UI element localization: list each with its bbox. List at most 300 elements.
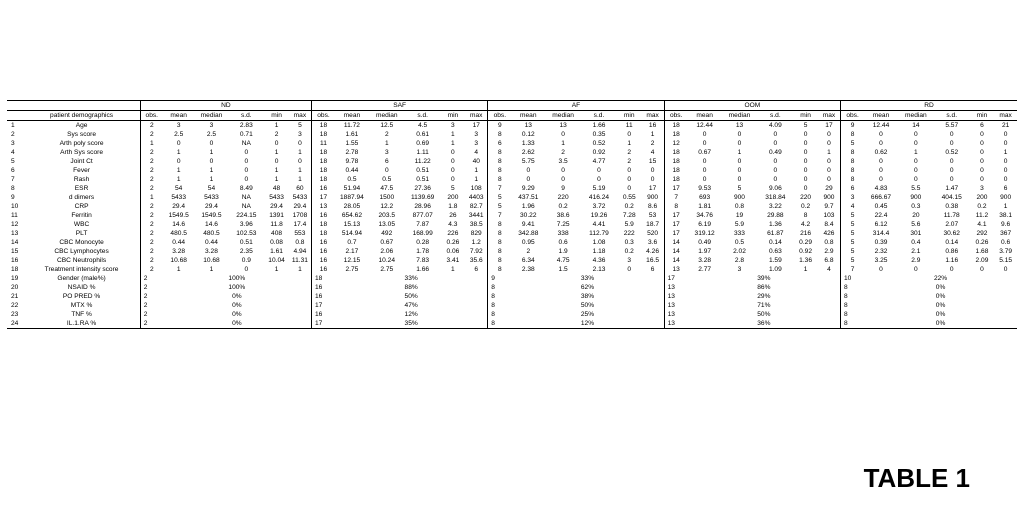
stat-cell: 1	[1003, 203, 1008, 210]
obs-cell: 18	[311, 274, 335, 283]
stat-cell: 3	[176, 122, 181, 129]
stat-cell: 2.8	[734, 257, 745, 264]
stat-cell: 226	[447, 230, 459, 237]
stat-cell: 8	[841, 157, 865, 166]
stat-cell: 0	[949, 167, 954, 174]
row-label: Treatment intensity score	[44, 266, 119, 273]
stat-cell: 17	[664, 220, 688, 229]
stat-header-row	[7, 111, 1017, 121]
stat-cell: 8	[488, 220, 512, 229]
stat-cell: 16	[311, 184, 335, 193]
stat-cell: 0	[627, 167, 632, 174]
stat-cell: 27.36	[414, 185, 431, 192]
stat-cell: 8	[488, 166, 512, 175]
stat-cell: 0	[244, 149, 249, 156]
stat-cell: 0	[773, 131, 778, 138]
stat-cell: 1	[451, 266, 455, 273]
stat-cell: 2	[140, 175, 163, 184]
stat-cell: 11.22	[414, 158, 431, 165]
stat-cell: 18.7	[646, 221, 659, 228]
stat-cell: 0	[803, 131, 808, 138]
row-label: Ferritin	[71, 212, 92, 219]
stat-cell: 4.83	[874, 185, 888, 192]
stat-header-mean-af: mean	[511, 111, 545, 121]
stat-cell: 1	[474, 167, 479, 174]
obs-cell: 8	[841, 310, 865, 319]
stat-cell: 224.15	[236, 212, 257, 219]
stat-cell: 0	[803, 176, 808, 183]
stat-cell: 1	[737, 149, 742, 156]
stat-cell: 0.8	[824, 239, 834, 246]
stat-cell: 3.28	[172, 248, 186, 255]
stat-cell: 12.44	[696, 122, 713, 129]
stat-header-max-saf: max	[465, 111, 488, 121]
table-row	[7, 130, 1017, 139]
stat-cell: 0	[451, 167, 455, 174]
stat-cell: 2	[140, 220, 163, 229]
stat-cell: 0	[914, 158, 918, 165]
stat-cell: 314.4	[872, 230, 890, 237]
stat-cell: 2.77	[698, 266, 712, 273]
stat-cell: 6	[474, 266, 479, 273]
stat-cell: 1.33	[521, 140, 535, 147]
stat-cell: 1.16	[945, 257, 959, 264]
stat-cell: 8.4	[824, 221, 834, 228]
obs-cell: 16	[311, 292, 335, 301]
stat-cell: 17	[664, 229, 688, 238]
stat-cell: 5	[841, 247, 865, 256]
percent-cell: 33%	[404, 275, 418, 282]
stat-cell: 1.18	[592, 248, 606, 255]
stat-cell: 3	[384, 149, 389, 156]
stat-cell: 0.61	[416, 131, 430, 138]
stat-cell: 1887.94	[340, 194, 364, 201]
stat-cell: 0.06	[446, 248, 460, 255]
stat-cell: 10.68	[170, 257, 187, 264]
stat-cell: 0	[914, 176, 918, 183]
stat-cell: 0	[702, 176, 707, 183]
stat-cell: 0	[298, 140, 302, 147]
stat-cell: 0	[650, 167, 655, 174]
stat-cell: 0	[827, 176, 831, 183]
stat-cell: 3.28	[205, 248, 218, 255]
stat-cell: 0.51	[239, 239, 253, 246]
obs-cell: 8	[488, 301, 512, 310]
obs-cell: 13	[664, 301, 688, 310]
stat-cell: 112.79	[589, 230, 609, 237]
stat-cell: 0	[650, 176, 655, 183]
stat-cell: 0.71	[239, 131, 253, 138]
stat-cell: 3	[451, 122, 455, 129]
stat-cell: 1.59	[768, 257, 782, 264]
stat-header-median-saf: median	[369, 111, 405, 121]
stat-cell: 0.2	[624, 203, 634, 210]
stat-cell: 0	[244, 176, 249, 183]
stat-cell: 0	[627, 176, 632, 183]
stat-cell: 1.78	[416, 248, 430, 255]
table-row	[7, 157, 1017, 166]
stat-header-mean-saf: mean	[335, 111, 369, 121]
stat-cell: 900	[1000, 194, 1012, 201]
table-row-percent	[7, 301, 1017, 310]
stat-cell: 2	[274, 131, 279, 138]
obs-cell: 8	[841, 283, 865, 292]
stat-cell: 28.96	[414, 203, 431, 210]
stat-cell: 1	[384, 140, 389, 147]
stat-cell: 2.17	[345, 248, 359, 255]
stat-cell: 28.05	[343, 203, 361, 210]
stat-cell: 1	[561, 140, 565, 147]
stat-cell: 29.88	[767, 212, 784, 219]
stat-cell: 1	[827, 149, 831, 156]
stat-cell: 8	[841, 166, 865, 175]
stat-cell: 0	[176, 158, 181, 165]
stat-cell: 11.31	[291, 257, 308, 264]
stat-cell: 0.6	[558, 239, 568, 246]
stat-cell: 47.5	[380, 185, 394, 192]
stat-cell: 0	[1003, 131, 1008, 138]
percent-cell: 71%	[757, 302, 771, 309]
stat-cell: 2.13	[592, 266, 606, 273]
stat-cell: 6	[384, 158, 389, 165]
stat-cell: 200	[447, 194, 459, 201]
stat-cell: 9.29	[521, 185, 535, 192]
stat-header-sd-rd: s.d.	[934, 111, 970, 121]
stat-cell: 3.41	[446, 257, 460, 264]
stat-cell: 30.22	[520, 212, 537, 219]
table-row	[7, 121, 1017, 131]
stat-cell: 216	[800, 230, 812, 237]
stat-cell: 4.77	[592, 158, 606, 165]
stat-cell: 1	[176, 167, 181, 174]
stat-cell: 0	[737, 167, 742, 174]
stat-cell: 319.12	[694, 230, 715, 237]
stat-header-max-rd: max	[994, 111, 1017, 121]
stat-cell: 0	[879, 158, 883, 165]
stat-header-mean-nd: mean	[163, 111, 195, 121]
stat-cell: 1.36	[768, 221, 782, 228]
stat-cell: 1708	[292, 212, 308, 219]
stat-cell: 168.99	[412, 230, 433, 237]
stat-cell: 11	[625, 122, 633, 129]
stat-cell: 1.66	[416, 266, 430, 273]
stat-cell: 29.4	[205, 203, 218, 210]
table-body	[7, 121, 1017, 329]
stat-header-median-rd: median	[898, 111, 934, 121]
stat-cell: 0	[803, 140, 808, 147]
stat-cell: 0.26	[446, 239, 460, 246]
stat-cell: 0	[879, 266, 883, 273]
stat-cell: 0	[827, 158, 831, 165]
stat-cell: 1	[298, 266, 302, 273]
stat-cell: 5	[803, 122, 808, 129]
stat-cell: 0.38	[945, 203, 959, 210]
stat-cell: 404.15	[941, 194, 962, 201]
stat-cell: 2.35	[239, 248, 253, 255]
stat-header-obs-saf: obs.	[311, 111, 335, 121]
stat-cell: 416.24	[588, 194, 610, 201]
stat-cell: 553	[294, 230, 306, 237]
stat-cell: 480.5	[203, 230, 220, 237]
stat-cell: 2.38	[521, 266, 535, 273]
obs-cell: 2	[140, 283, 163, 292]
obs-cell: 8	[488, 319, 512, 329]
stat-cell: 30.62	[943, 230, 960, 237]
stat-cell: 5	[841, 139, 865, 148]
stat-cell: 18	[664, 175, 688, 184]
stat-cell: 19.26	[590, 212, 608, 219]
stat-cell: NA	[241, 194, 251, 201]
stat-cell: 0.45	[874, 203, 888, 210]
stat-cell: 18	[664, 166, 688, 175]
stat-cell: 8	[488, 265, 512, 274]
stat-cell: 15	[648, 158, 657, 165]
stat-cell: 333	[733, 230, 745, 237]
stat-cell: 1.96	[521, 203, 535, 210]
stat-cell: 1	[803, 266, 808, 273]
obs-cell: 8	[841, 292, 865, 301]
stat-cell: 2	[140, 265, 163, 274]
table-row-percent	[7, 292, 1017, 301]
stat-cell: 3	[298, 131, 302, 138]
stat-header-min-saf: min	[441, 111, 466, 121]
obs-cell: 17	[664, 274, 688, 283]
percent-cell: 50%	[757, 311, 771, 318]
stat-cell: 0	[949, 176, 954, 183]
stat-cell: 426	[823, 230, 835, 237]
obs-cell: 13	[664, 283, 688, 292]
table-row	[7, 139, 1017, 148]
stat-cell: 2.32	[874, 248, 888, 255]
row-label: Fever	[73, 167, 90, 174]
stat-cell: 8.6	[648, 203, 658, 210]
stat-cell: 8.49	[239, 185, 253, 192]
stat-cell: 2	[627, 158, 632, 165]
patient-demographics-header: patient demographics	[23, 111, 140, 121]
stat-cell: 17	[664, 184, 688, 193]
stat-cell: 13.05	[378, 221, 396, 228]
table-caption: TABLE 1	[863, 463, 970, 493]
stat-cell: 0	[827, 140, 831, 147]
row-label: Joint Ct	[70, 158, 93, 165]
row-number: 13	[11, 230, 19, 237]
obs-cell: 2	[140, 310, 163, 319]
stat-cell: 53	[648, 212, 657, 219]
table-row	[7, 265, 1017, 274]
row-number: 22	[11, 302, 19, 309]
stat-cell: 34.76	[696, 212, 713, 219]
stat-cell: 0	[451, 176, 455, 183]
stat-cell: 0	[827, 167, 831, 174]
stat-cell: 5	[841, 256, 865, 265]
stat-cell: 9.06	[768, 185, 782, 192]
stat-cell: 14	[664, 256, 688, 265]
stat-cell: 18	[311, 130, 335, 139]
stat-cell: 1.08	[592, 239, 606, 246]
stat-cell: 2	[140, 157, 163, 166]
table-row	[7, 175, 1017, 184]
stat-cell: 6	[980, 122, 984, 129]
demographics-table	[7, 100, 1017, 329]
stat-cell: 11	[311, 139, 335, 148]
stat-cell: 0	[980, 131, 984, 138]
stat-header-mean-rd: mean	[864, 111, 898, 121]
stat-cell: 2	[140, 166, 163, 175]
stat-cell: 0	[1003, 266, 1008, 273]
percent-cell: 0%	[232, 293, 242, 300]
stat-header-sd-nd: s.d.	[228, 111, 264, 121]
percent-cell: 0%	[935, 311, 946, 318]
stat-cell: 1139.69	[410, 194, 435, 201]
row-number-header-blank	[7, 111, 23, 121]
stat-cell: 0	[773, 167, 778, 174]
stat-cell: 3	[841, 193, 865, 202]
stat-cell: 12.44	[872, 122, 890, 129]
stat-cell: 0.44	[205, 239, 218, 246]
stat-cell: 1	[140, 193, 163, 202]
stat-header-mean-oom: mean	[688, 111, 722, 121]
stat-cell: 7.83	[416, 257, 430, 264]
stat-cell: 6	[488, 139, 512, 148]
row-label: CRP	[74, 203, 89, 210]
stat-cell: 0	[209, 140, 214, 147]
group-header-oom: OOM	[664, 101, 840, 111]
stat-cell: 5.75	[521, 158, 535, 165]
stat-cell: 203.5	[378, 212, 396, 219]
stat-cell: 1	[474, 176, 479, 183]
stat-cell: 5433	[269, 194, 284, 201]
stat-cell: 0.35	[592, 131, 606, 138]
stat-cell: 1	[274, 149, 279, 156]
row-number: 15	[11, 248, 19, 255]
stat-cell: 7.92	[469, 248, 483, 255]
stat-cell: 900	[733, 194, 745, 201]
row-label: Sys score	[67, 131, 97, 138]
stat-cell: 5433	[171, 194, 187, 201]
obs-cell: 2	[140, 292, 163, 301]
stat-header-min-nd: min	[264, 111, 289, 121]
stat-cell: 1	[209, 176, 214, 183]
stat-cell: 0	[879, 167, 883, 174]
stat-cell: 338	[557, 230, 569, 237]
stat-cell: 3.79	[999, 248, 1013, 255]
stat-cell: 900	[910, 194, 922, 201]
stat-cell: 0	[980, 149, 984, 156]
stat-cell: 3	[627, 257, 632, 264]
stat-cell: 10.24	[378, 257, 396, 264]
stat-cell: 900	[647, 194, 659, 201]
stat-cell: 13	[735, 122, 744, 129]
stat-cell: 29.4	[172, 203, 186, 210]
stat-cell: 0	[914, 266, 918, 273]
stat-cell: 0	[597, 167, 601, 174]
stat-cell: 4403	[468, 194, 484, 201]
stat-cell: 0	[274, 140, 279, 147]
stat-cell: 4.3	[448, 221, 458, 228]
stat-cell: 0.62	[874, 149, 888, 156]
stat-cell: 17	[825, 122, 833, 129]
stat-cell: 693	[699, 194, 711, 201]
stat-cell: 0.2	[558, 203, 568, 210]
stat-cell: 0.14	[768, 239, 782, 246]
stat-cell: 1549.5	[201, 212, 222, 219]
stat-cell: 9.7	[824, 203, 834, 210]
stat-cell: 20	[912, 212, 920, 219]
stat-cell: 9	[561, 185, 565, 192]
percent-cell: 100%	[228, 275, 246, 282]
stat-cell: 1	[914, 149, 918, 156]
row-label: Arth poly score	[59, 140, 104, 147]
stat-cell: 0	[526, 167, 531, 174]
stat-cell: 18	[311, 220, 335, 229]
stat-cell: 0	[879, 131, 883, 138]
stat-cell: 0.3	[911, 203, 921, 210]
stat-header-min-rd: min	[970, 111, 995, 121]
row-number: 10	[11, 203, 19, 210]
row-label: Age	[75, 122, 88, 129]
stat-cell: 1.8	[448, 203, 458, 210]
stat-cell: 0	[1003, 140, 1008, 147]
stat-cell: 7.87	[416, 221, 430, 228]
stat-cell: 0.8	[295, 239, 305, 246]
obs-cell: 17	[311, 301, 335, 310]
table-row	[7, 166, 1017, 175]
stat-cell: 5.6	[911, 221, 921, 228]
stat-cell: 6.19	[698, 221, 712, 228]
stat-cell: 8	[488, 175, 512, 184]
stat-cell: 0.12	[521, 131, 535, 138]
stat-cell: 18	[311, 175, 335, 184]
stat-cell: 16	[311, 247, 335, 256]
stat-cell: 0.92	[592, 149, 606, 156]
stat-cell: 4.2	[801, 221, 811, 228]
stat-cell: 0	[737, 176, 742, 183]
stat-cell: 0	[176, 140, 181, 147]
percent-cell: 47%	[404, 302, 418, 309]
stat-cell: 0	[702, 131, 707, 138]
stat-cell: 1.11	[416, 149, 429, 156]
stat-cell: 220	[557, 194, 569, 201]
stat-cell: 0.49	[768, 149, 782, 156]
stat-cell: 38.6	[556, 212, 570, 219]
table-row	[7, 238, 1017, 247]
stat-cell: 38.5	[469, 221, 483, 228]
stat-cell: 18	[311, 157, 335, 166]
row-number: 24	[7, 319, 23, 329]
stat-cell: 5	[841, 220, 865, 229]
stat-cell: 18	[311, 229, 335, 238]
stat-cell: 4	[827, 266, 831, 273]
percent-cell: 100%	[228, 284, 246, 291]
stat-cell: 4.94	[293, 248, 307, 255]
stat-cell: 18	[664, 157, 688, 166]
stat-cell: 4.41	[592, 221, 606, 228]
row-label: Gender (male%)	[57, 275, 106, 282]
row-label: MTX %	[70, 302, 93, 309]
stat-cell: 3.96	[239, 221, 253, 228]
row-number: 12	[11, 221, 19, 228]
demographics-table-container	[7, 100, 1017, 329]
stat-cell: 12.15	[343, 257, 361, 264]
stat-cell: 2	[526, 248, 531, 255]
stat-header-sd-oom: s.d.	[757, 111, 793, 121]
stat-cell: 520	[647, 230, 659, 237]
stat-cell: 16	[311, 256, 335, 265]
stat-cell: 1	[209, 167, 214, 174]
stat-cell: 0	[384, 167, 389, 174]
stat-cell: 108	[470, 185, 482, 192]
stat-header-sd-af: s.d.	[581, 111, 617, 121]
